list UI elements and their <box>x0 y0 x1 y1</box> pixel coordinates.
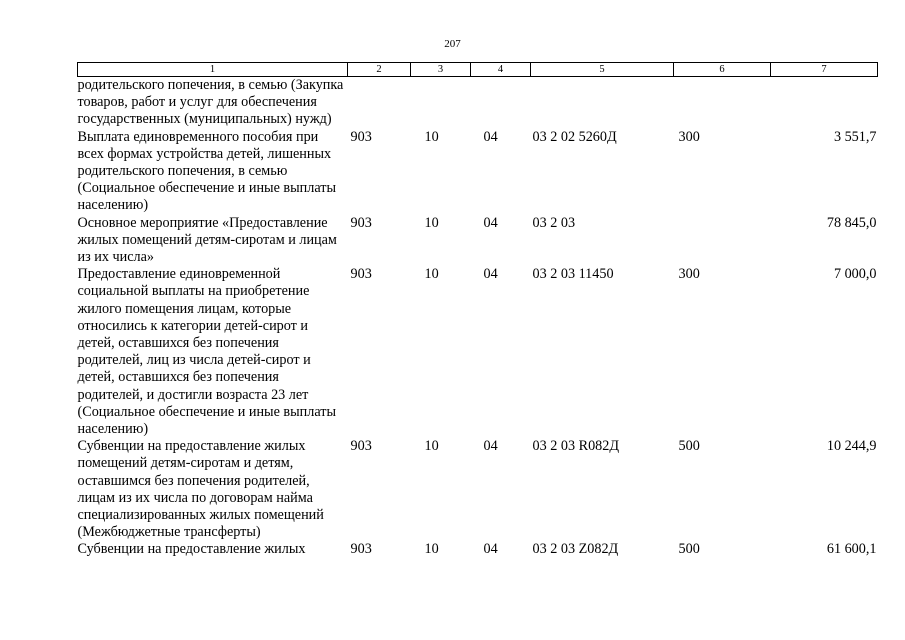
row-amount <box>771 77 878 129</box>
table-row <box>78 77 878 129</box>
row-subsection: 04 <box>483 266 498 283</box>
row-name: Предоставление единовременной социальной выплаты на приобретение жилого помещения лицам, которые относились к категории детей-сирот и детей, оставшихся без попечения родителей, лиц из числа детей-сирот и детей, оставшихся без попечения родителей, и достигли возраста 23 лет (Социальное обеспечение и иные выплаты населению) <box>77 266 336 438</box>
row-amount: 78 845,0 <box>826 214 877 231</box>
row-section: 10 <box>424 541 439 558</box>
table-row <box>78 215 878 267</box>
row-grbs: 903 <box>350 438 372 455</box>
table-row <box>78 129 878 215</box>
row-subsection: 04 <box>483 541 498 558</box>
row-target-code: 03 2 03 11450 <box>532 266 614 283</box>
row-grbs: 903 <box>350 128 372 145</box>
header-col-4: 4 <box>471 63 531 77</box>
row-expense-type: 500 <box>678 438 700 455</box>
row-target-code: 03 2 03 <box>532 214 576 231</box>
row-name: Субвенции на предоставление жилых помещений детям-сиротам и детям, оставшимся без попечения родителей, лицам из их числа по договорам найма специализированных жилых помещений (Межбюджетные трансферты) <box>77 438 324 541</box>
header-col-7: 7 <box>771 63 878 77</box>
row-expense-type: 300 <box>678 266 700 283</box>
row-target-code <box>531 77 674 129</box>
row-name: родительского попечения, в семью (Закупка товаров, работ и услуг для обеспечения государственных (муниципальных) нужд) <box>77 77 344 128</box>
row-target-code: 03 2 03 Z082Д <box>532 541 619 558</box>
row-grbs: 903 <box>350 266 372 283</box>
row-target-code: 03 2 03 R082Д <box>532 438 620 455</box>
row-name: Основное мероприятие «Предоставление жилых помещений детям-сиротам и лицам из их числа» <box>77 214 337 266</box>
table-row <box>78 438 878 541</box>
row-subsection: 04 <box>483 214 498 231</box>
header-col-5: 5 <box>531 63 674 77</box>
row-section: 10 <box>424 266 439 283</box>
row-amount: 10 244,9 <box>826 438 877 455</box>
row-expense-type: 300 <box>678 128 700 145</box>
row-name: Выплата единовременного пособия при всех формах устройства детей, лишенных родительского попечения, в семью (Социальное обеспечение и иные выплаты населению) <box>77 128 336 214</box>
row-expense-type <box>674 215 771 267</box>
row-amount: 7 000,0 <box>833 266 877 283</box>
row-grbs <box>348 77 411 129</box>
header-col-1: 1 <box>78 63 348 77</box>
row-section: 10 <box>424 438 439 455</box>
row-subsection: 04 <box>483 128 498 145</box>
header-col-6: 6 <box>674 63 771 77</box>
row-amount: 3 551,7 <box>833 128 877 145</box>
row-amount: 61 600,1 <box>826 541 877 558</box>
table-row <box>78 541 878 558</box>
budget-table <box>77 62 878 559</box>
row-subsection: 04 <box>483 438 498 455</box>
header-col-2: 2 <box>348 63 411 77</box>
row-grbs: 903 <box>350 214 372 231</box>
row-subsection <box>471 77 531 129</box>
table-header-row <box>78 63 878 77</box>
row-name: Субвенции на предоставление жилых <box>77 541 306 558</box>
header-col-3: 3 <box>411 63 471 77</box>
row-section: 10 <box>424 128 439 145</box>
table-row <box>78 266 878 438</box>
row-expense-type: 500 <box>678 541 700 558</box>
row-expense-type <box>674 77 771 129</box>
row-section: 10 <box>424 214 439 231</box>
page-number: 207 <box>444 38 461 50</box>
row-target-code: 03 2 02 5260Д <box>532 128 617 145</box>
row-grbs: 903 <box>350 541 372 558</box>
row-section <box>411 77 471 129</box>
